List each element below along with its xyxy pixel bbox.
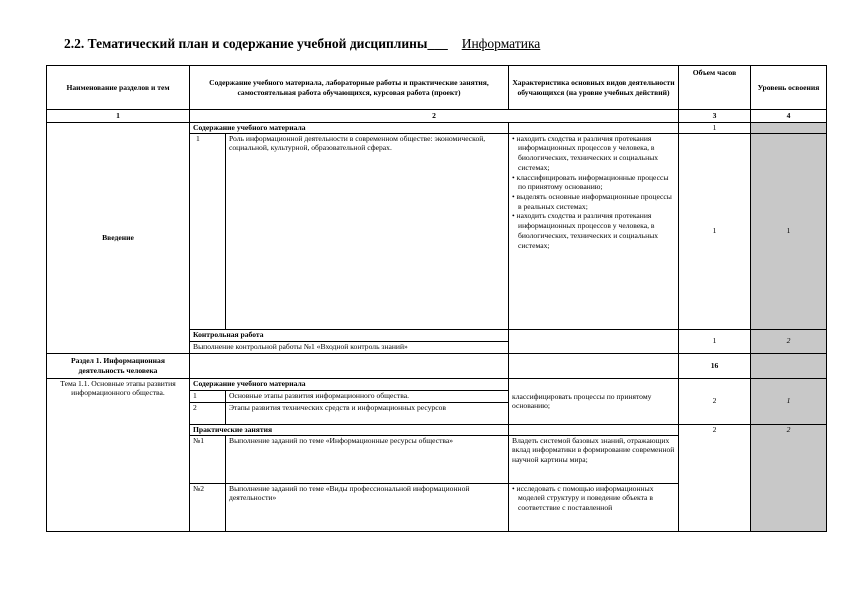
section1-empty-level <box>751 353 827 378</box>
intro-content-header-hours: 1 <box>679 122 751 133</box>
intro-item-number: 1 <box>190 133 226 329</box>
topic11-item-2-text: Этапы развития технических средств и информационных ресурсов <box>226 402 509 424</box>
heading-prefix: 2.2. Тематический план и содержание учебной дисциплины___ <box>64 36 448 51</box>
intro-empty-activity <box>509 122 679 133</box>
topic11-practice-2-activity-text: • исследовать с помощью информационных моделей структуру и поведение объекта в соответствие с поставленной <box>512 483 654 513</box>
intro-empty-level <box>751 122 827 133</box>
topic11-practice-2-activity <box>509 483 679 531</box>
topic11-item-1-text: Основные этапы развития информационного общества. <box>226 390 509 402</box>
intro-activity-1: • находить сходства и различия протекания информационных процессов у человека, в биологических, технических и социальных системах; <box>512 133 659 172</box>
col-number-2: 2 <box>190 110 679 123</box>
topic11-content-header-row <box>47 378 827 390</box>
col3-header: Характеристика основных видов деятельности обучающихся (на уровне учебных действий) <box>509 66 679 110</box>
topic11-practice-empty-activity <box>509 424 679 435</box>
topic11-practice-1-text: Выполнение заданий по теме «Информационные ресурсы общества» <box>226 435 509 483</box>
intro-level: 1 <box>751 133 827 329</box>
col-number-4: 4 <box>751 110 827 123</box>
intro-hours: 1 <box>679 133 751 329</box>
topic11-activity: классифицировать процессы по принятому основанию; <box>509 378 679 424</box>
col-number-1: 1 <box>47 110 190 123</box>
topic11-content-header: Содержание учебного материала <box>190 378 509 390</box>
topic11-item-2-number: 2 <box>190 402 226 424</box>
topic11-hours: 2 <box>679 378 751 424</box>
topic11-name: Тема 1.1. Основные этапы развития информационного общества. <box>47 378 190 531</box>
topic11-practice-2-number: №2 <box>190 483 226 531</box>
intro-content-header: Содержание учебного материала <box>190 122 509 133</box>
header-row <box>47 66 827 110</box>
section1-row <box>47 353 827 378</box>
intro-control-empty-activity <box>509 329 679 353</box>
thematic-plan-table <box>46 65 827 532</box>
intro-activity-2: • классифицировать информационные процессы по принятому основанию; <box>512 172 669 192</box>
heading-subject: Информатика <box>461 36 541 51</box>
intro-activities <box>509 133 679 329</box>
column-number-row <box>47 110 827 123</box>
section1-empty-activity <box>509 353 679 378</box>
intro-name: Введение <box>47 122 190 353</box>
col5-header: Уровень освоения <box>751 66 827 110</box>
intro-activity-3: • выделять основные информационные процессы в реальных системах; <box>512 192 672 211</box>
topic11-practice-1-activity: Владеть системой базовых знаний, отражающих вклад информатики в формирование современной научной картины мира; <box>509 435 679 483</box>
intro-content-header-row <box>47 122 827 133</box>
col1-header: Наименование разделов и тем <box>47 66 190 110</box>
section1-title: Раздел 1. Информационная деятельность человека <box>47 353 190 378</box>
topic11-level: 1 <box>751 378 827 424</box>
section1-empty-content <box>190 353 509 378</box>
intro-control-hours: 1 <box>679 329 751 353</box>
col2-header: Содержание учебного материала, лабораторные работы и практические занятия, самостоятельная работа обучающихся, курсовая работа (проект) <box>190 66 509 110</box>
topic11-practice-level: 2 <box>751 424 827 531</box>
intro-control-title: Контрольная работа <box>190 329 509 341</box>
intro-activity-4: • находить сходства и различия протекания информационных процессов у человека, в биологических, технических и социальных системах; <box>512 211 659 250</box>
topic11-item-1-number: 1 <box>190 390 226 402</box>
topic11-practice-title: Практические занятия <box>190 424 509 435</box>
topic11-practice-1-number: №1 <box>190 435 226 483</box>
col-number-3: 3 <box>679 110 751 123</box>
intro-control-item: Выполнение контрольной работы №1 «Входной контроль знаний» <box>190 341 509 353</box>
topic11-practice-2-text: Выполнение заданий по теме «Виды профессиональной информационной деятельности» <box>226 483 509 531</box>
page-heading <box>64 36 576 52</box>
intro-control-level: 2 <box>751 329 827 353</box>
section1-hours: 16 <box>679 353 751 378</box>
topic11-practice-hours: 2 <box>679 424 751 531</box>
col4-header: Объем часов <box>679 66 751 110</box>
intro-item-text: Роль информационной деятельности в современном обществе: экономической, социальной, культурной, образовательной сферах. <box>226 133 509 329</box>
